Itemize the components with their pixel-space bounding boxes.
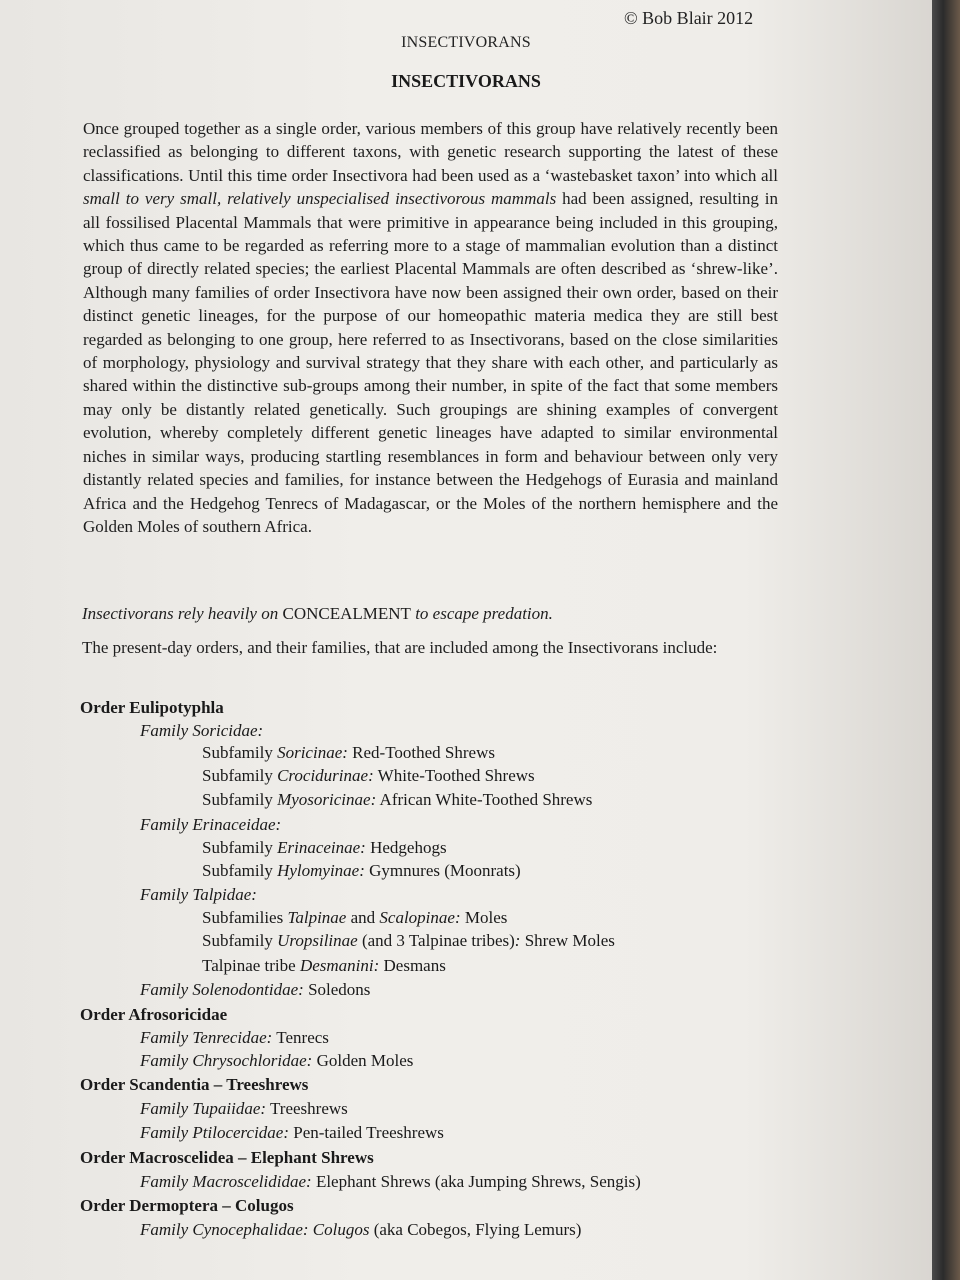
family-erinaceidae (140, 815, 281, 835)
subfamily-erinaceinae (202, 838, 447, 858)
subfamily-word: Subfamily (202, 766, 278, 785)
family-tupaiidae (140, 1099, 348, 1119)
family-name: Family Chrysochloridae: (140, 1051, 313, 1070)
subfamily-name: Myosoricinae: (277, 790, 377, 809)
order-eulipotyphla: Order Eulipotyphla (80, 698, 224, 717)
subfamily-uropsilinae (202, 931, 615, 951)
family-ptilocercidae (140, 1123, 444, 1143)
subfamily-name: Uropsilinae (277, 931, 358, 950)
colon: : (514, 931, 521, 950)
concealment-post: to escape predation. (410, 604, 553, 623)
subfamily-name: Soricinae: (277, 743, 348, 762)
common-name: Hedgehogs (365, 838, 447, 857)
common-name: Desmans (379, 956, 446, 975)
subfamily-word: Subfamily (202, 743, 278, 762)
family-name: Family Ptilocercidae: (140, 1123, 290, 1142)
family-name: Family Macroscelididae: (140, 1172, 312, 1191)
order-macroscelidea: Order Macroscelidea – Elephant Shrews (80, 1148, 374, 1167)
family-chrysochloridae (140, 1051, 413, 1071)
common-name: Soledons (303, 980, 371, 999)
subfamily-crocidurinae (202, 766, 535, 786)
concealment-key: CONCEALMENT (282, 604, 411, 623)
family-name: Family Talpidae: (140, 885, 257, 904)
common-name: Moles (460, 908, 508, 927)
intro-paragraph (83, 117, 778, 538)
subfamily-name: Erinaceinae: (277, 838, 366, 857)
running-head: INSECTIVORANS (401, 34, 531, 51)
subfamilies-word: Subfamilies (202, 908, 288, 927)
common-name: Gymnures (Moonrats) (364, 861, 521, 880)
order-dermoptera: Order Dermoptera – Colugos (80, 1196, 294, 1215)
common-name: Pen-tailed Treeshrews (289, 1123, 444, 1142)
subfamily-word: Subfamily (202, 790, 278, 809)
subfamily-word: Subfamily (202, 861, 278, 880)
common-name: Shrew Moles (520, 931, 615, 950)
family-name: Family Cynocephalidae: (140, 1220, 309, 1239)
order-scandentia: Order Scandentia – Treeshrews (80, 1075, 309, 1094)
subfamily-word: Subfamily (202, 931, 278, 950)
intro-text-1: Once grouped together as a single order, various members of this group have relatively recently been reclassified as belonging to different taxons, with genetic research supporting the latest of these classifications. Until this time order Insectivora had been used as a ‘wastebasket taxon’ into which all (83, 119, 778, 185)
subfamily-name: Hylomyinae: (277, 861, 365, 880)
concealment-line (82, 604, 553, 624)
concealment-pre: Insectivorans rely heavily on (82, 604, 283, 623)
family-name: Family Tupaiidae: (140, 1099, 267, 1118)
common-name: Elephant Shrews (aka Jumping Shrews, Sengis) (311, 1172, 641, 1191)
present-orders-text: The present-day orders, and their families, that are included among the Insectivorans include: (82, 638, 718, 657)
copyright-notice: © Bob Blair 2012 (624, 8, 754, 28)
family-name: Family Tenrecidae: (140, 1028, 273, 1047)
family-name: Family Solenodontidae: (140, 980, 304, 999)
tribe-word: Talpinae tribe (202, 956, 300, 975)
and-word: and (346, 908, 380, 927)
common-name: Treeshrews (266, 1099, 348, 1118)
subfamily-name: Scalopinae: (379, 908, 461, 927)
common-name: African White-Toothed Shrews (376, 790, 593, 809)
subfamily-hylomyinae (202, 861, 521, 881)
family-macroscelididae (140, 1172, 641, 1192)
subfamily-name: Crocidurinae: (277, 766, 374, 785)
family-solenodontidae (140, 980, 370, 1000)
common-name: Tenrecs (272, 1028, 329, 1047)
subfamily-name: Talpinae (287, 908, 347, 927)
tribe-desmanini (202, 956, 446, 976)
family-name: Family Soricidae: (140, 721, 264, 740)
common-name: White-Toothed Shrews (373, 766, 535, 785)
subfamilies-talpinae-scalopinae (202, 908, 507, 928)
common-name: Colugos (308, 1220, 370, 1239)
tribes-note: (and 3 Talpinae tribes) (357, 931, 515, 950)
page-title: INSECTIVORANS (391, 71, 541, 91)
family-soricidae (140, 721, 263, 741)
aka-note: (aka Cobegos, Flying Lemurs) (369, 1220, 582, 1239)
subfamily-myosoricinae (202, 790, 592, 810)
common-name: Red-Toothed Shrews (347, 743, 495, 762)
family-talpidae (140, 885, 257, 905)
book-edge (932, 0, 960, 1280)
family-name: Family Erinaceidae: (140, 815, 282, 834)
subfamily-soricinae (202, 743, 495, 763)
order-afrosoricidae: Order Afrosoricidae (80, 1005, 228, 1024)
subfamily-word: Subfamily (202, 838, 278, 857)
family-tenrecidae (140, 1028, 329, 1048)
tribe-name: Desmanini: (299, 956, 380, 975)
family-cynocephalidae (140, 1220, 581, 1240)
intro-text-italic: small to very small, relatively unspecialised insectivorous mammals (83, 189, 557, 209)
intro-text-2: had been assigned, resulting in all fossilised Placental Mammals that were primitive in appearance being included in this grouping, which thus came to be regarded as referring more to a stage of mammalian evolution than a distinct group of directly related species; the earliest Placental Mammals are often described as ‘shrew-like’. Although many families of order Insectivora have now been assigned their own order, based on their distinct genetic lineages, for the purpose of our homeopathic materia medica they are still best regarded as belonging to one group, here referred to as Insectivorans, based on the close similarities of morphology, physiology and survival strategy that they share with each other, and particularly as shared within the distinctive sub-groups among their number, in spite of the fact that some members may only be distantly related genetically. Such groupings are shining examples of convergent evolution, whereby completely different genetic lineages have adapted to similar environmental niches in similar ways, producing startling resemblances in form and behaviour between only very distantly related species and families, for instance between the Hedgehogs of Eurasia and mainland Africa and the Hedgehog Tenrecs of Madagascar, or the Moles of the northern hemisphere and the Golden Moles of southern Africa. (83, 189, 778, 536)
common-name: Golden Moles (312, 1051, 414, 1070)
